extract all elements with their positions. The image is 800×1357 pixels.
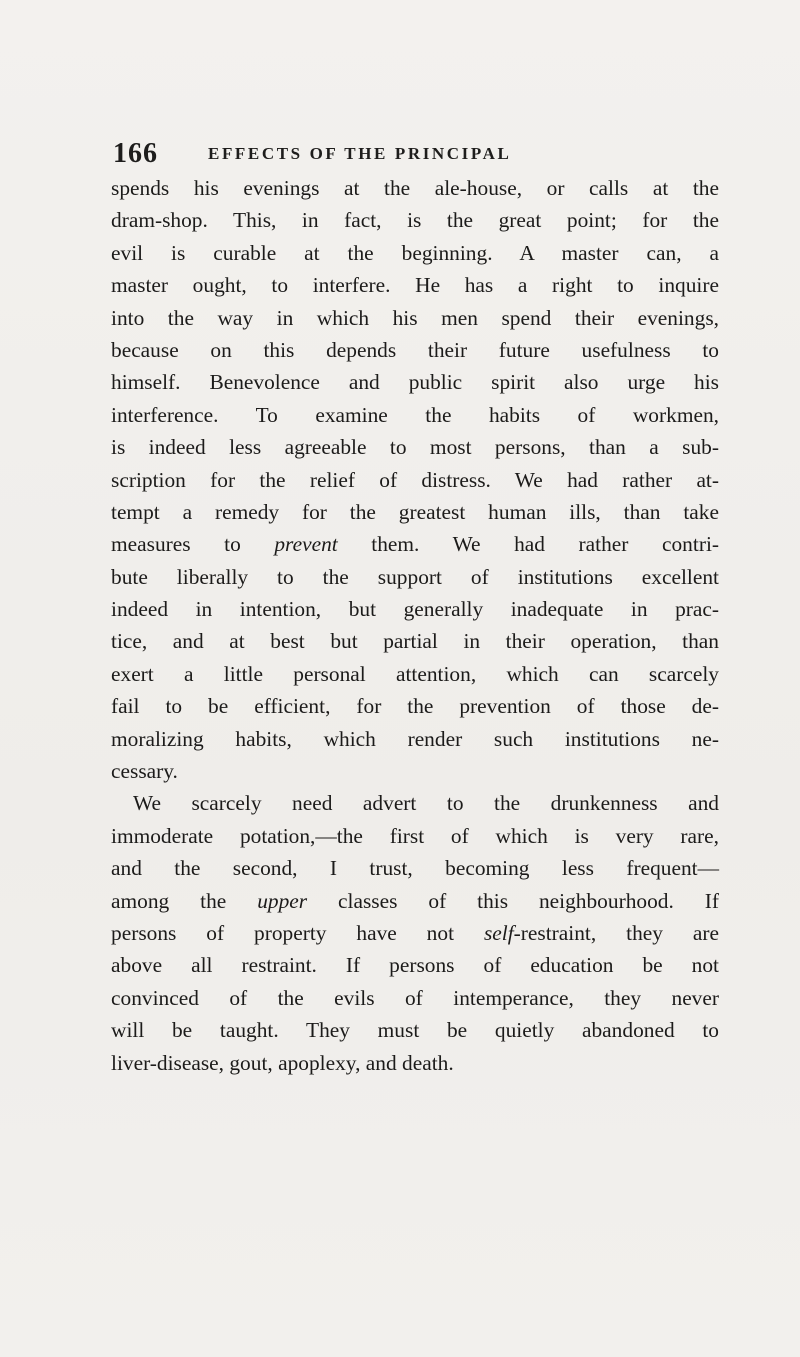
- text-line: scription for the relief of distress. We had rather at-: [111, 467, 719, 492]
- text-line-with-italic: persons of property have not self-restraint, they are: [111, 920, 719, 945]
- text-line-with-italic: among the upper classes of this neighbourhood. If: [111, 888, 719, 913]
- text-line: cessary.: [111, 759, 178, 784]
- paragraph: [111, 787, 719, 1079]
- text-line: fail to be efficient, for the prevention of those de-: [111, 694, 719, 719]
- text-line: into the way in which his men spend their evenings,: [111, 305, 719, 330]
- text-line: because on this depends their future usefulness to: [111, 337, 719, 362]
- text-line: will be taught. They must be quietly abandoned to: [111, 1018, 719, 1043]
- italic-word: self: [483, 920, 514, 945]
- text-line: We scarcely need advert to the drunkenness and: [133, 791, 719, 816]
- text-line: liver-disease, gout, apoplexy, and death.: [111, 1050, 454, 1075]
- text-line: tice, and at best but partial in their operation, than: [111, 629, 719, 654]
- text-line: is indeed less agreeable to most persons, than a sub-: [111, 435, 719, 460]
- text-line: interference. To examine the habits of workmen,: [111, 402, 719, 427]
- text-line: exert a little personal attention, which can scarcely: [111, 661, 719, 686]
- page-header: [113, 138, 713, 172]
- text-line: and the second, I trust, becoming less frequent—: [111, 856, 719, 881]
- italic-word: upper: [257, 888, 308, 913]
- text-line: convinced of the evils of intemperance, they never: [111, 985, 719, 1010]
- text-line: tempt a remedy for the greatest human ills, than take: [111, 499, 719, 524]
- text-line: moralizing habits, which render such institutions ne-: [111, 726, 719, 751]
- text-line: bute liberally to the support of institutions excellent: [111, 564, 719, 589]
- text-line: immoderate potation,—the first of which is very rare,: [111, 823, 719, 848]
- text-line: spends his evenings at the ale-house, or calls at the: [111, 176, 719, 200]
- text-line-with-italic: measures to prevent them. We had rather contri-: [111, 532, 720, 557]
- text-line: himself. Benevolence and public spirit also urge his: [111, 370, 719, 395]
- paragraph: [111, 172, 719, 787]
- running-head: EFFECTS OF THE PRINCIPAL: [208, 144, 512, 163]
- text-line: evil is curable at the beginning. A master can, a: [111, 240, 719, 265]
- italic-word: prevent: [274, 532, 338, 557]
- body-text: [111, 172, 719, 1079]
- text-line: master ought, to interfere. He has a right to inquire: [111, 273, 719, 298]
- text-line: indeed in intention, but generally inadequate in prac-: [111, 597, 719, 622]
- text-line: above all restraint. If persons of education be not: [111, 953, 719, 978]
- page-number: 166: [113, 138, 158, 169]
- text-line: dram-shop. This, in fact, is the great point; for the: [111, 208, 719, 233]
